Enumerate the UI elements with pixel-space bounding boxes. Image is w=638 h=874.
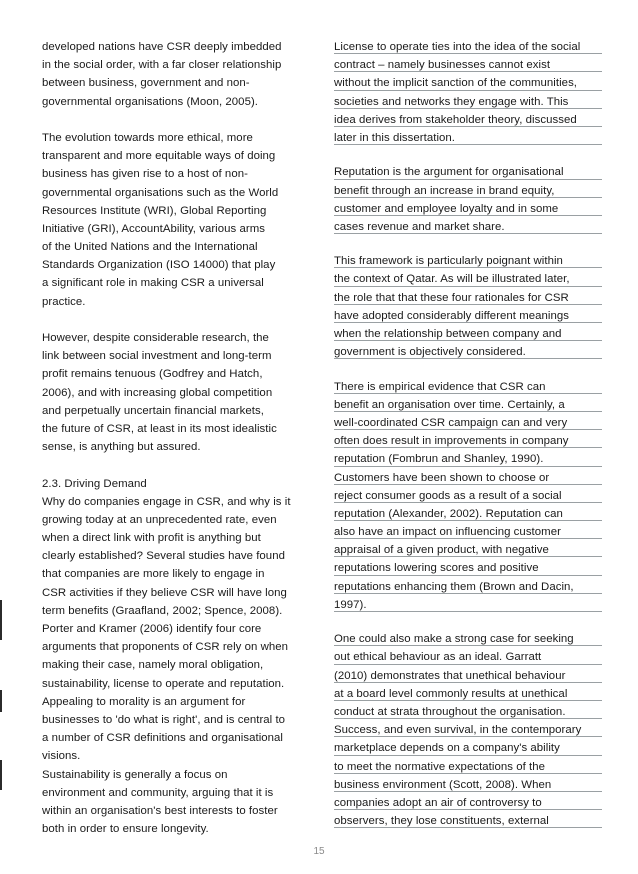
text-line: well-coordinated CSR campaign can and very <box>334 416 568 429</box>
text-line: 2006), and with increasing global competition <box>42 386 273 399</box>
left-paragraph-2 <box>42 129 310 311</box>
text-line: clearly established? Several studies have found <box>42 550 285 563</box>
text-line: Success, and even survival, in the contemporary <box>334 724 582 737</box>
text-line: business has given rise to a host of non- <box>42 168 248 181</box>
section-2-3 <box>42 475 310 839</box>
page-number: 15 <box>313 846 325 857</box>
section-heading: 2.3. Driving Demand <box>42 477 147 490</box>
text-line: the future of CSR, at least in its most idealistic <box>42 422 277 435</box>
text-line: There is empirical evidence that CSR can <box>334 380 546 393</box>
text-line: have adopted considerably different meanings <box>334 309 570 322</box>
text-line: later in this dissertation. <box>334 131 456 144</box>
text-line: businesses to 'do what is right', and is central to <box>42 713 286 726</box>
text-line: reject consumer goods as a result of a social <box>334 489 562 502</box>
text-line: practice. <box>42 295 86 308</box>
text-line: Appealing to morality is an argument for <box>42 695 246 708</box>
text-line: making their case, namely moral obligation, <box>42 659 264 672</box>
text-line: appraisal of a given product, with negative <box>334 544 549 557</box>
text-line: when the relationship between company and <box>334 328 562 340</box>
text-line: 1997). <box>334 598 367 611</box>
text-line: However, despite considerable research, the <box>42 332 269 344</box>
text-line: CSR activities if they believe CSR will have long <box>42 586 287 599</box>
text-line: and perpetually uncertain financial markets, <box>42 404 264 417</box>
text-line: customer and employee loyalty and in some <box>334 202 559 215</box>
left-paragraph-1 <box>42 38 310 111</box>
text-line: Resources Institute (WRI), Global Reporting <box>42 204 267 217</box>
text-line: profit remains tenuous (Godfrey and Hatch, <box>42 368 263 381</box>
text-line: marketplace depends on a company's ability <box>334 742 560 755</box>
text-line: between business, government and non- <box>42 77 250 90</box>
text-line: Standards Organization (ISO 14000) that play <box>42 259 276 272</box>
text-line: observers, they lose constituents, external <box>334 815 549 828</box>
text-line: arguments that proponents of CSR rely on when <box>42 641 289 654</box>
right-paragraph-4 <box>334 378 602 612</box>
text-line: growing today at an unprecedented rate, even <box>42 513 277 526</box>
text-line: in the social order, with a far closer relationship <box>42 59 282 72</box>
text-line: of the United Nations and the International <box>42 241 258 254</box>
text-line: License to operate ties into the idea of the social <box>334 41 581 53</box>
text-line: The evolution towards more ethical, more <box>42 131 253 144</box>
text-line: reputations lowering scores and positive <box>334 562 539 575</box>
text-line: Sustainability is generally a focus on <box>42 768 228 781</box>
text-line: (2010) demonstrates that unethical behaviour <box>334 669 566 682</box>
right-paragraph-3 <box>334 252 602 359</box>
text-line: without the implicit sanction of the communities, <box>334 77 578 90</box>
text-line: both in order to ensure longevity. <box>42 823 209 836</box>
text-line: term benefits (Graafland, 2002; Spence, 2008). <box>42 604 283 617</box>
text-line: sustainability, license to operate and reputation. <box>42 677 285 690</box>
text-line: business environment (Scott, 2008). When <box>334 778 552 791</box>
text-line: developed nations have CSR deeply imbedded <box>42 41 282 53</box>
text-line: contract – namely businesses cannot exist <box>334 59 551 72</box>
text-line: a number of CSR definitions and organisational <box>42 732 284 745</box>
text-line: idea derives from stakeholder theory, discussed <box>334 113 577 126</box>
text-line: reputations enhancing them (Brown and Dacin, <box>334 580 574 593</box>
line-rule <box>334 611 602 612</box>
text-line: often does result in improvements in company <box>334 435 569 448</box>
right-paragraph-5 <box>334 630 602 828</box>
text-line: Initiative (GRI), AccountAbility, various arms <box>42 222 266 235</box>
text-line: at a board level commonly results at unethical <box>334 687 568 700</box>
left-paragraph-4 <box>42 493 310 839</box>
text-line: within an organisation's best interests to foster <box>42 804 278 817</box>
right-paragraph-2 <box>334 163 602 234</box>
text-line: environment and community, arguing that it is <box>42 786 274 799</box>
right-paragraph-1 <box>334 38 602 145</box>
text-line: visions. <box>42 750 81 763</box>
text-line: a significant role in making CSR a universal <box>42 277 264 290</box>
text-line: societies and networks they engage with. This <box>334 95 569 108</box>
text-line: reputation (Alexander, 2002). Reputation can <box>334 507 563 520</box>
text-line: also have an impact on influencing customer <box>334 526 561 539</box>
text-line: out ethical behaviour as an ideal. Garratt <box>334 651 542 664</box>
text-line: sense, is anything but assured. <box>42 441 201 454</box>
text-line: One could also make a strong case for seeking <box>334 633 574 646</box>
text-line: benefit through an increase in brand equity, <box>334 184 555 197</box>
text-line: Porter and Kramer (2006) identify four core <box>42 623 262 635</box>
text-line: the context of Qatar. As will be illustrated later, <box>334 273 570 286</box>
text-line: benefit an organisation over time. Certainly, a <box>334 398 565 411</box>
left-column <box>42 38 310 838</box>
text-line: companies adopt an air of controversy to <box>334 796 542 809</box>
text-line: Why do companies engage in CSR, and why is it <box>42 495 291 508</box>
text-line: that companies are more likely to engage in <box>42 568 265 581</box>
text-line: conduct at strata throughout the organisation. <box>334 705 566 718</box>
text-line: reputation (Fombrun and Shanley, 1990). <box>334 453 544 466</box>
binding-edge-mark <box>0 760 2 790</box>
text-line: government is objectively considered. <box>334 346 526 359</box>
text-line: when a direct link with profit is anything but <box>42 532 261 545</box>
text-line: the role that that these four rationales for CSR <box>334 291 569 304</box>
text-line: transparent and more equitable ways of doing <box>42 150 276 163</box>
right-column <box>334 38 602 830</box>
left-paragraph-3 <box>42 329 310 456</box>
binding-edge-mark <box>0 600 2 640</box>
text-line: link between social investment and long-term <box>42 350 272 363</box>
text-line: governmental organisations (Moon, 2005). <box>42 95 259 108</box>
text-line: Customers have been shown to choose or <box>334 471 550 484</box>
text-line: This framework is particularly poignant within <box>334 255 563 268</box>
text-line: Reputation is the argument for organisational <box>334 166 564 179</box>
text-line: governmental organisations such as the World <box>42 186 279 199</box>
text-line: cases revenue and market share. <box>334 220 505 233</box>
binding-edge-mark <box>0 690 2 712</box>
text-line: to meet the normative expectations of the <box>334 760 545 773</box>
